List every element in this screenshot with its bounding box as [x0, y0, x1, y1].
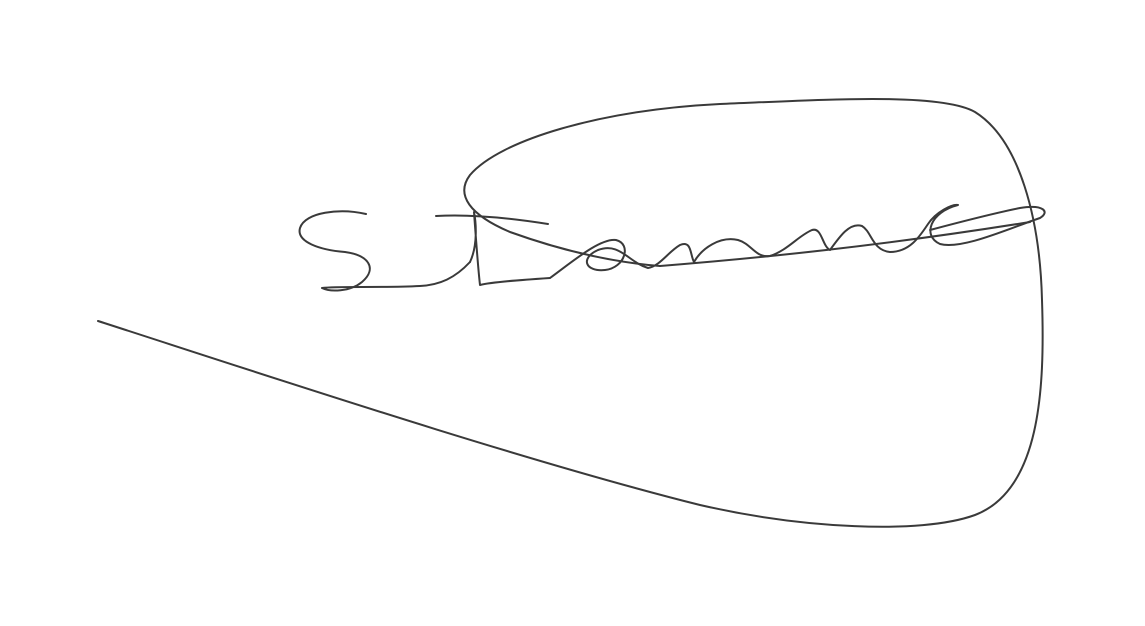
signature-baseline-flourish: [660, 222, 1030, 266]
signature-underline-loop: [98, 99, 1043, 527]
signature-letters-anne: [550, 205, 1045, 278]
signature-letter-s: [300, 211, 470, 290]
